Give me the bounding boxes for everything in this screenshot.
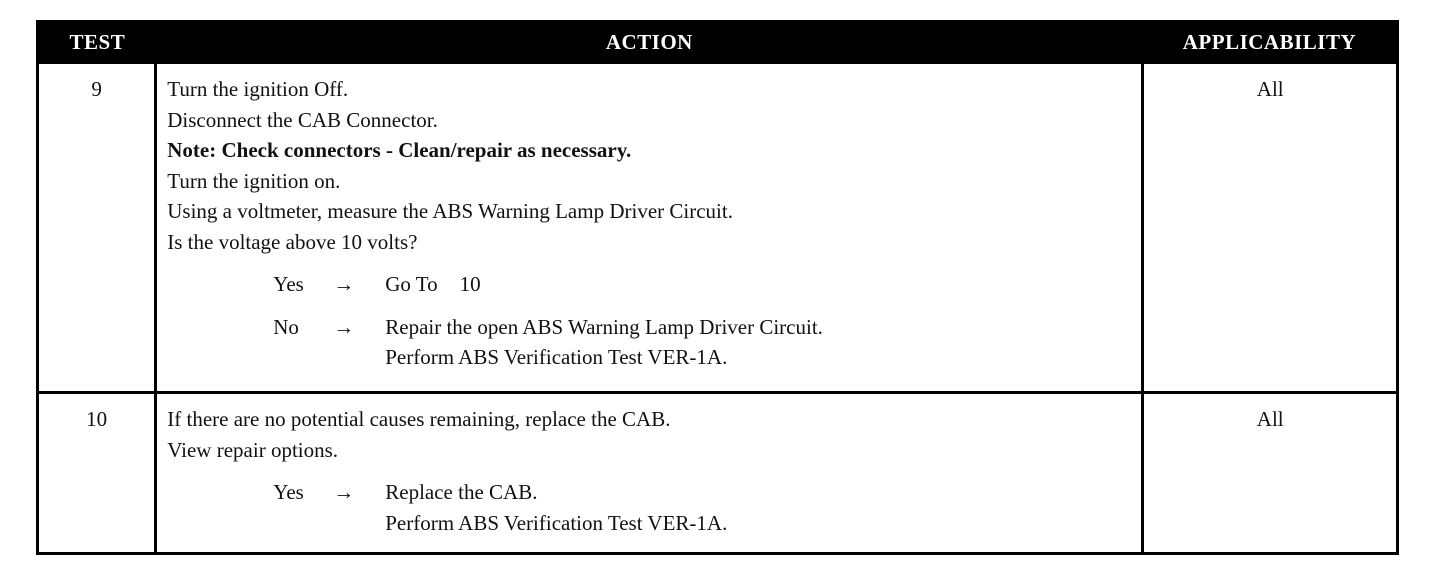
applicability-value: All [1143,63,1398,393]
branch-result-line: Replace the CAB. [385,480,538,504]
action-step: Turn the ignition Off. [167,77,349,101]
table-header-row [38,22,1398,63]
table-row [38,393,1398,554]
branch-yes [273,477,1131,538]
applicability-value: All [1143,393,1398,554]
branch-label: No [273,314,299,339]
branch-yes [273,269,1131,300]
branch-label: Yes [273,480,304,504]
action-step: Using a voltmeter, measure the ABS Warning Lamp Driver Circuit. [167,199,733,223]
test-number: 9 [38,63,156,393]
branch-label: Yes [273,272,304,296]
action-step: View repair options. [167,437,339,462]
header-action: ACTION [156,22,1143,63]
table-row [38,63,1398,393]
goto-test-link[interactable]: 10 [459,272,481,296]
header-applicability: APPLICABILITY [1143,22,1398,63]
action-step: Disconnect the CAB Connector. [167,107,438,132]
test-number: 10 [38,393,156,554]
arrow-right-icon: → [333,272,355,296]
diagnostic-test-table [36,20,1399,555]
branch-result [385,477,1131,538]
branch-result-line: Perform ABS Verification Test VER-1A. [385,345,728,369]
branch-result [385,312,1131,373]
branch-result[interactable] [385,269,1131,300]
action-step: If there are no potential causes remaining, replace the CAB. [167,407,671,431]
branch-no [273,312,1131,373]
arrow-right-icon: → [333,314,355,339]
goto-label: Go To [385,272,438,296]
action-question: Is the voltage above 10 volts? [167,229,418,254]
action-cell [156,63,1143,393]
branch-result-line: Repair the open ABS Warning Lamp Driver Circuit. [385,314,823,339]
branch-result-line: Perform ABS Verification Test VER-1A. [385,510,728,535]
arrow-right-icon: → [333,480,355,504]
action-step: Turn the ignition on. [167,168,341,193]
header-test: TEST [38,22,156,63]
action-cell [156,393,1143,554]
action-note: Note: Check connectors - Clean/repair as necessary. [167,138,632,162]
